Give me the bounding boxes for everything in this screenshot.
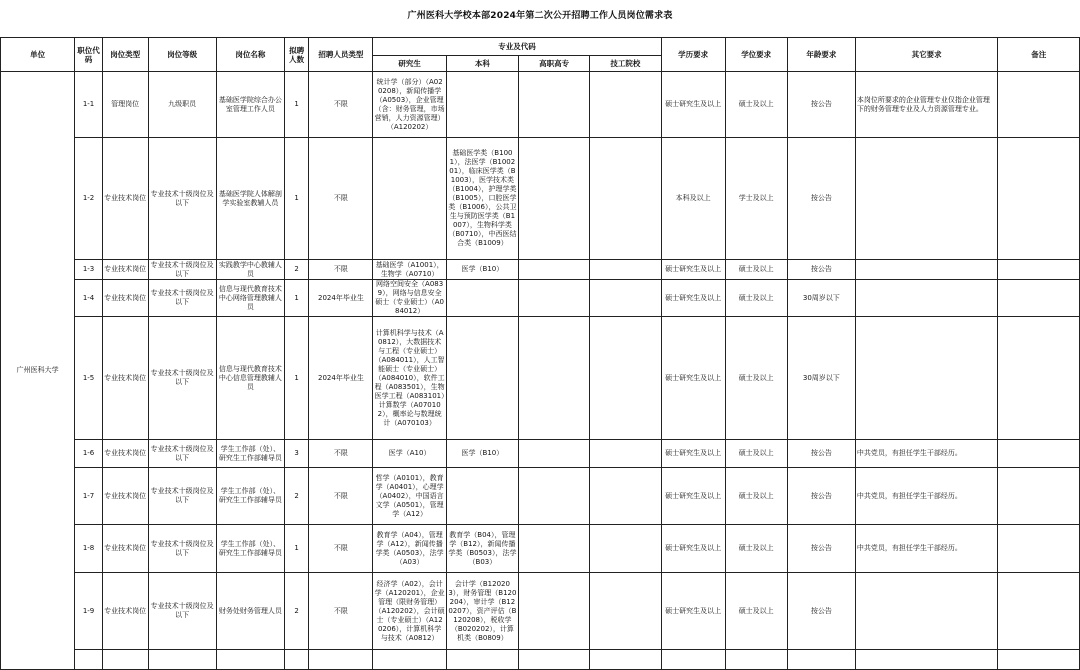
cell-college: [519, 280, 590, 317]
cell-target: 2024年毕业生: [309, 280, 373, 317]
cell-bachelor: [446, 72, 518, 138]
cell-grad: 教育学（A04），管理学（A12），新闻传播学类（A0503），法学（A03）: [373, 525, 446, 573]
cell-college: [519, 573, 590, 650]
cell-grad: [373, 138, 446, 260]
cell-type: 专业技术岗位: [102, 317, 148, 440]
empty-cell: [725, 650, 787, 670]
empty-cell: [284, 650, 308, 670]
cell-college: [519, 525, 590, 573]
cell-degree: 硕士及以上: [725, 573, 787, 650]
header-education: 学历要求: [661, 38, 725, 72]
table-row: [1, 138, 1080, 260]
cell-type: 专业技术岗位: [102, 468, 148, 525]
cell-bachelor: 医学（B10）: [446, 440, 518, 468]
cell-code: 1-4: [75, 280, 102, 317]
unit-cell: 广州医科大学: [1, 72, 75, 670]
cell-code: 1-1: [75, 72, 102, 138]
cell-bachelor: [446, 468, 518, 525]
header-unit: 单位: [1, 38, 75, 72]
cell-technical: [590, 525, 661, 573]
cell-bachelor: [446, 280, 518, 317]
cell-code: 1-9: [75, 573, 102, 650]
cell-level: 九级职员: [148, 72, 216, 138]
header-major-group: 专业及代码: [373, 38, 661, 56]
cell-target: 不限: [309, 440, 373, 468]
cell-code: 1-7: [75, 468, 102, 525]
cell-type: 专业技术岗位: [102, 260, 148, 280]
cell-college: [519, 260, 590, 280]
cell-count: 3: [284, 440, 308, 468]
cell-name: 基础医学院人体解剖学实验室教辅人员: [216, 138, 284, 260]
cell-level: 专业技术十级岗位及以下: [148, 468, 216, 525]
empty-cell: [148, 650, 216, 670]
cell-other: [855, 573, 998, 650]
cell-target: 不限: [309, 138, 373, 260]
cell-code: 1-5: [75, 317, 102, 440]
cell-education: 硕士研究生及以上: [661, 317, 725, 440]
cell-name: 学生工作部（处）、研究生工作部辅导员: [216, 468, 284, 525]
header-target: 招聘人员类型: [309, 38, 373, 72]
cell-type: 专业技术岗位: [102, 525, 148, 573]
cell-level: 专业技术十级岗位及以下: [148, 317, 216, 440]
job-requirements-table: [0, 37, 1080, 670]
cell-code: 1-2: [75, 138, 102, 260]
cell-age: 按公告: [787, 440, 855, 468]
cell-count: 1: [284, 317, 308, 440]
cell-technical: [590, 317, 661, 440]
cell-grad: 经济学（A02），会计学（A120201），企业管理（限财务管理）（A120202），会计硕士（专业硕士）（A120206），计算机科学与技术（A0812）: [373, 573, 446, 650]
cell-target: 不限: [309, 260, 373, 280]
cell-other: [855, 138, 998, 260]
cell-name: 实践教学中心教辅人员: [216, 260, 284, 280]
cell-name: 财务处财务管理人员: [216, 573, 284, 650]
cell-degree: 学士及以上: [725, 138, 787, 260]
cell-remark: [998, 468, 1080, 525]
cell-college: [519, 468, 590, 525]
header-level: 岗位等级: [148, 38, 216, 72]
cell-degree: 硕士及以上: [725, 440, 787, 468]
cell-grad: 基础医学（A1001），生物学（A0710）: [373, 260, 446, 280]
cell-technical: [590, 138, 661, 260]
cell-name: 学生工作部（处）、研究生工作部辅导员: [216, 440, 284, 468]
header-grad: 研究生: [373, 56, 446, 72]
table-row: [1, 573, 1080, 650]
cell-degree: 硕士及以上: [725, 280, 787, 317]
cell-level: 专业技术十级岗位及以下: [148, 525, 216, 573]
table-row: [1, 440, 1080, 468]
empty-cell: [787, 650, 855, 670]
cell-remark: [998, 573, 1080, 650]
cell-degree: 硕士及以上: [725, 260, 787, 280]
cell-level: 专业技术十级岗位及以下: [148, 573, 216, 650]
cell-type: 专业技术岗位: [102, 280, 148, 317]
header-code: 职位代码: [75, 38, 102, 72]
cell-education: 硕士研究生及以上: [661, 573, 725, 650]
cell-age: 按公告: [787, 72, 855, 138]
cell-type: 专业技术岗位: [102, 573, 148, 650]
cell-age: 按公告: [787, 525, 855, 573]
cell-remark: [998, 280, 1080, 317]
empty-cell: [373, 650, 446, 670]
cell-remark: [998, 260, 1080, 280]
cell-remark: [998, 525, 1080, 573]
header-other: 其它要求: [855, 38, 998, 72]
table-row: [1, 72, 1080, 138]
cell-bachelor: 教育学（B04），管理学（B12），新闻传播学类（B0503），法学（B03）: [446, 525, 518, 573]
table-row: [1, 525, 1080, 573]
cell-name: 信息与现代教育技术中心信息管理教辅人员: [216, 317, 284, 440]
cell-degree: 硕士及以上: [725, 468, 787, 525]
cell-other: 中共党员，有担任学生干部经历。: [855, 440, 998, 468]
cell-target: 不限: [309, 525, 373, 573]
header-count: 拟聘人数: [284, 38, 308, 72]
table-row: [1, 468, 1080, 525]
cell-other: [855, 317, 998, 440]
cell-age: 按公告: [787, 138, 855, 260]
cell-count: 1: [284, 525, 308, 573]
cell-level: 专业技术十级岗位及以下: [148, 260, 216, 280]
cell-education: 硕士研究生及以上: [661, 260, 725, 280]
cell-other: [855, 260, 998, 280]
empty-cell: [75, 650, 102, 670]
cell-other: 中共党员，有担任学生干部经历。: [855, 468, 998, 525]
empty-cell: [998, 650, 1080, 670]
cell-education: 硕士研究生及以上: [661, 280, 725, 317]
header-age: 年龄要求: [787, 38, 855, 72]
cell-count: 1: [284, 280, 308, 317]
cell-education: 硕士研究生及以上: [661, 468, 725, 525]
cell-level: 专业技术十级岗位及以下: [148, 138, 216, 260]
cell-degree: 硕士及以上: [725, 525, 787, 573]
cell-degree: 硕士及以上: [725, 72, 787, 138]
cell-bachelor: 会计学（B120203），财务管理（B120204），审计学（B120207），资产评估（B120208），税收学（B020202），计算机类（B0809）: [446, 573, 518, 650]
cell-name: 信息与现代教育技术中心网络管理教辅人员: [216, 280, 284, 317]
cell-code: 1-3: [75, 260, 102, 280]
cell-level: 专业技术十级岗位及以下: [148, 440, 216, 468]
cell-target: 不限: [309, 573, 373, 650]
page-title: 广州医科大学校本部2024年第二次公开招聘工作人员岗位需求表: [407, 11, 673, 21]
cell-grad: 统计学（部分）（A020208），新闻传播学（A0503），企业管理（含：财务管理，市场营销，人力资源管理）（A120202）: [373, 72, 446, 138]
cell-type: 专业技术岗位: [102, 440, 148, 468]
cell-count: 2: [284, 468, 308, 525]
cell-count: 1: [284, 138, 308, 260]
cell-education: 硕士研究生及以上: [661, 72, 725, 138]
cell-count: 2: [284, 573, 308, 650]
cell-college: [519, 440, 590, 468]
cell-college: [519, 72, 590, 138]
header-remark: 备注: [998, 38, 1080, 72]
cell-age: 按公告: [787, 573, 855, 650]
cell-college: [519, 138, 590, 260]
header-name: 岗位名称: [216, 38, 284, 72]
empty-cell: [519, 650, 590, 670]
cell-remark: [998, 440, 1080, 468]
cell-target: 2024年毕业生: [309, 317, 373, 440]
header-degree: 学位要求: [725, 38, 787, 72]
empty-cell: [309, 650, 373, 670]
empty-cell: [446, 650, 518, 670]
cell-bachelor: 基础医学类（B1001），法医学（B100201），临床医学类（B1003），医学技术类（B1004），护理学类（B1005），口腔医学类（B1006），公共卫生与预防医学类（B1007），生物科学类（B0710），中西医结合类（B1009）: [446, 138, 518, 260]
header-technical: 技工院校: [590, 56, 661, 72]
cell-technical: [590, 440, 661, 468]
cell-technical: [590, 72, 661, 138]
cell-other: [855, 280, 998, 317]
cell-technical: [590, 260, 661, 280]
cell-education: 硕士研究生及以上: [661, 440, 725, 468]
empty-cell: [590, 650, 661, 670]
cell-degree: 硕士及以上: [725, 317, 787, 440]
cell-name: 基础医学院综合办公室管理工作人员: [216, 72, 284, 138]
cell-grad: 哲学（A0101），教育学（A0401），心理学（A0402），中国语言文学（A0501），管理学（A12）: [373, 468, 446, 525]
header-bachelor: 本科: [446, 56, 518, 72]
empty-cell: [102, 650, 148, 670]
cell-bachelor: [446, 317, 518, 440]
cell-age: 按公告: [787, 468, 855, 525]
header-college: 高职高专: [519, 56, 590, 72]
empty-cell: [661, 650, 725, 670]
cell-grad: 计算机科学与技术（A0812），大数据技术与工程（专业硕士）（A084011），人工智能硕士（专业硕士）（A084010），软件工程（A083501），生物医学工程（A083101）计算数学（A070102），概率论与数理统计（A070103）: [373, 317, 446, 440]
cell-count: 2: [284, 260, 308, 280]
cell-college: [519, 317, 590, 440]
cell-technical: [590, 573, 661, 650]
header-type: 岗位类型: [102, 38, 148, 72]
cell-technical: [590, 468, 661, 525]
cell-type: 专业技术岗位: [102, 138, 148, 260]
table-row: [1, 280, 1080, 317]
cell-education: 本科及以上: [661, 138, 725, 260]
cell-remark: [998, 138, 1080, 260]
empty-cell: [216, 650, 284, 670]
cell-age: 按公告: [787, 260, 855, 280]
cell-remark: [998, 317, 1080, 440]
cell-type: 管理岗位: [102, 72, 148, 138]
table-row: [1, 317, 1080, 440]
cell-target: 不限: [309, 72, 373, 138]
cell-bachelor: 医学（B10）: [446, 260, 518, 280]
cell-count: 1: [284, 72, 308, 138]
cell-age: 30周岁以下: [787, 280, 855, 317]
cell-code: 1-6: [75, 440, 102, 468]
cell-grad: 医学（A10）: [373, 440, 446, 468]
cell-grad: 网络空间安全（A0839），网络与信息安全硕士（专业硕士）（A084012）: [373, 280, 446, 317]
cell-level: 专业技术十级岗位及以下: [148, 280, 216, 317]
cell-code: 1-8: [75, 525, 102, 573]
cell-other: 本岗位所要求的企业管理专业仅指企业管理下的财务管理专业及人力资源管理专业。: [855, 72, 998, 138]
table-row: [1, 260, 1080, 280]
cell-education: 硕士研究生及以上: [661, 525, 725, 573]
table-row-empty: [1, 650, 1080, 670]
cell-remark: [998, 72, 1080, 138]
cell-name: 学生工作部（处）、研究生工作部辅导员: [216, 525, 284, 573]
cell-target: 不限: [309, 468, 373, 525]
cell-other: 中共党员，有担任学生干部经历。: [855, 525, 998, 573]
empty-cell: [855, 650, 998, 670]
cell-technical: [590, 280, 661, 317]
cell-age: 30周岁以下: [787, 317, 855, 440]
